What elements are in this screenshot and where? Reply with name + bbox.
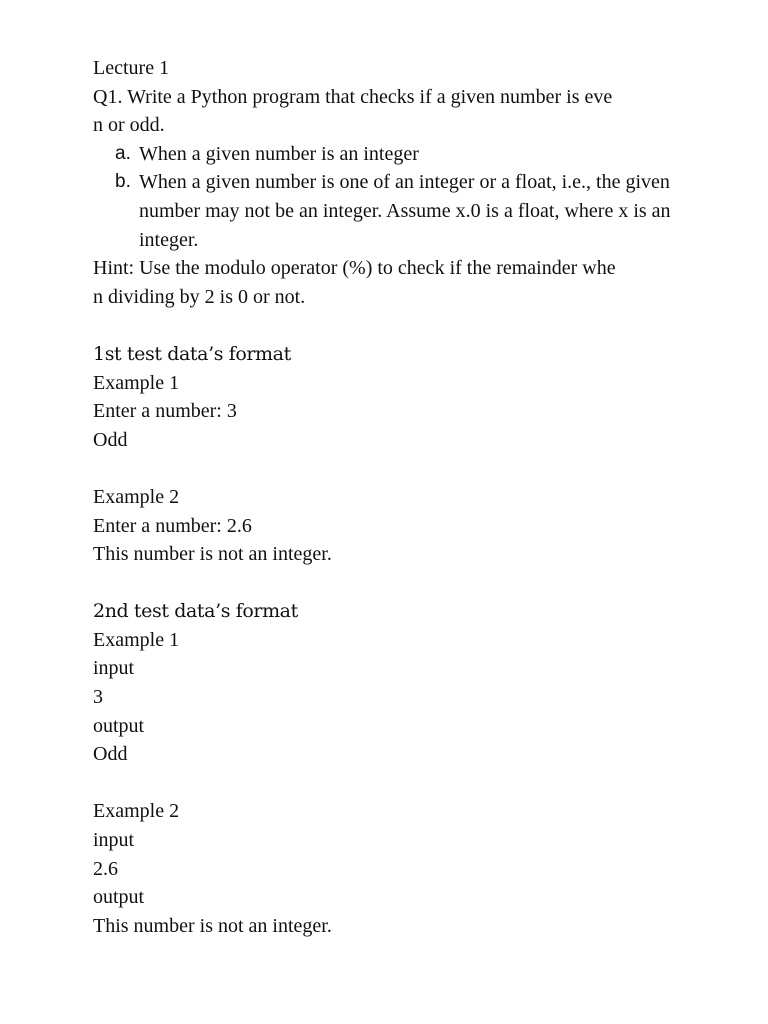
test1-heading: 1st test data’s format — [93, 342, 291, 365]
test1-example1-result: Odd — [93, 428, 128, 451]
spacer — [93, 569, 683, 598]
subpart-b-text: When a given number is one of an integer or a float, i.e., the given number may not be an integer. Assume x.0 is a float, where x is an integer. — [139, 171, 671, 251]
hint-line-2: n dividing by 2 is 0 or not. — [93, 285, 306, 308]
hint-line-1: Hint: Use the modulo operator (%) to check if the remainder whe — [93, 257, 616, 280]
test2-example2-output-label: output — [93, 886, 145, 909]
spacer — [93, 769, 683, 798]
test2-example1-output-value: Odd — [93, 743, 128, 766]
question-subparts-list — [93, 140, 683, 254]
subpart-a — [93, 140, 683, 169]
subpart-a-marker: a. — [115, 142, 131, 164]
spacer — [93, 311, 683, 340]
lecture-title: Lecture 1 — [93, 57, 170, 79]
subpart-b — [93, 168, 683, 254]
test2-example1-label: Example 1 — [93, 628, 180, 651]
test2-example1-output-label: output — [93, 714, 145, 737]
test2-example2-input-value: 2.6 — [93, 857, 118, 880]
spacer — [93, 454, 683, 483]
test2-example2-label: Example 2 — [93, 800, 180, 823]
test2-example1-input-label: input — [93, 657, 135, 680]
test1-example1-prompt: Enter a number: 3 — [93, 400, 237, 423]
subpart-a-text: When a given number is an integer — [139, 142, 419, 165]
test1-example1-label: Example 1 — [93, 371, 180, 394]
question-text-line-2: n or odd. — [93, 114, 165, 137]
document-page — [93, 54, 683, 940]
test2-example2-output-value: This number is not an integer. — [93, 914, 332, 937]
question-text-line-1: Q1. Write a Python program that checks if a given number is eve — [93, 85, 613, 108]
subpart-b-marker: b. — [115, 171, 131, 193]
test2-example1-input-value: 3 — [93, 686, 103, 709]
test2-example2-input-label: input — [93, 829, 135, 852]
test1-example2-prompt: Enter a number: 2.6 — [93, 514, 252, 537]
test2-heading: 2nd test data’s format — [93, 600, 298, 623]
test1-example2-result: This number is not an integer. — [93, 543, 332, 566]
test1-example2-label: Example 2 — [93, 485, 180, 508]
